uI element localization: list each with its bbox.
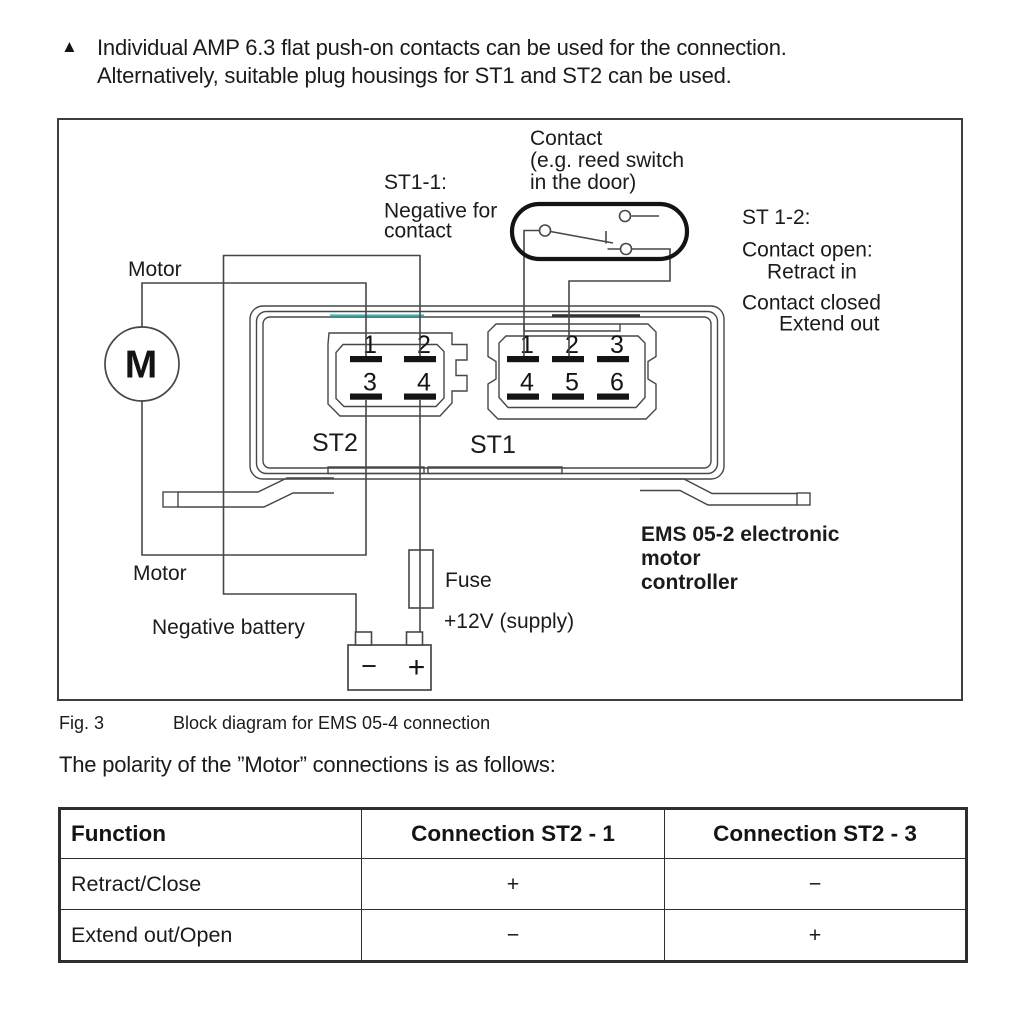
table-header-st2-1: Connection ST2 - 1 bbox=[362, 809, 665, 859]
flange-end-cap-right bbox=[797, 493, 810, 505]
st1-1-label-line1: ST1-1: bbox=[384, 171, 448, 194]
st1-2-label-line3: Retract in bbox=[767, 260, 857, 284]
intro-line-2: Alternatively, suitable plug housings for ST1 and ST2 can be used. bbox=[97, 62, 732, 88]
switch-pivot-terminal bbox=[540, 225, 551, 236]
st1-pin4-number: 4 bbox=[520, 368, 534, 397]
wire-motor-to-st2-1 bbox=[142, 283, 366, 356]
table-row-extend bbox=[60, 910, 967, 962]
st1-2-label-line2: Contact open: bbox=[742, 238, 873, 262]
st1-pin5-number: 5 bbox=[565, 368, 579, 397]
switch-open-terminal bbox=[620, 211, 631, 222]
reed-switch-contact bbox=[512, 204, 687, 259]
battery-minus-sign: − bbox=[361, 651, 377, 681]
controller-name-line2: motor bbox=[641, 547, 701, 570]
motor-label-bottom: Motor bbox=[133, 562, 187, 585]
flange-end-cap-left bbox=[163, 492, 178, 507]
st1-connector-label: ST1 bbox=[470, 431, 516, 459]
st1-2-label-line4: Contact closed bbox=[742, 291, 881, 315]
negative-battery-label: Negative battery bbox=[152, 616, 305, 639]
block-diagram bbox=[57, 118, 963, 701]
st1-socket-top-recess bbox=[524, 324, 620, 331]
cell-function-retract: Retract/Close bbox=[60, 859, 362, 910]
cell-extend-st2-3: + bbox=[665, 910, 967, 962]
st2-pin4-number: 4 bbox=[417, 368, 431, 397]
st1-2-label-line5: Extend out bbox=[779, 312, 880, 336]
battery-symbol bbox=[348, 632, 431, 690]
bullet-triangle-icon: ▲ bbox=[61, 37, 78, 56]
contact-label-line1: Contact bbox=[530, 127, 603, 150]
polarity-intro: The polarity of the ”Motor” connections is as follows: bbox=[59, 752, 556, 777]
st2-connector-label: ST2 bbox=[312, 429, 358, 457]
motor-symbol bbox=[105, 327, 179, 401]
st1-connector bbox=[470, 324, 656, 459]
fuse-label: Fuse bbox=[445, 569, 492, 592]
st1-1-label-line2: Negative for bbox=[384, 199, 498, 223]
controller-name-line1: EMS 05-2 electronic bbox=[641, 523, 840, 546]
motor-label-top: Motor bbox=[128, 258, 182, 281]
st2-socket-outline-outer bbox=[328, 333, 467, 416]
mounting-flange-left bbox=[163, 478, 334, 507]
mounting-flange-right bbox=[640, 479, 810, 505]
flange-arm-right bbox=[640, 479, 797, 505]
diagram-labels bbox=[128, 127, 881, 639]
table-row-retract bbox=[60, 859, 967, 910]
motor-letter: M bbox=[124, 343, 158, 387]
st1-2-label-line1: ST 1-2: bbox=[742, 206, 811, 229]
table-header-st2-3: Connection ST2 - 3 bbox=[665, 809, 967, 859]
st1-1-label-line3: contact bbox=[384, 219, 452, 243]
figure-diagram-box bbox=[57, 118, 963, 701]
wires bbox=[142, 231, 670, 633]
battery-terminal-positive bbox=[407, 632, 423, 645]
switch-closed-terminal bbox=[621, 244, 632, 255]
battery-terminal-negative bbox=[356, 632, 372, 645]
controller-name-line3: controller bbox=[641, 571, 738, 594]
intro-line-1: Individual AMP 6.3 flat push-on contacts can be used for the connection. bbox=[97, 35, 787, 60]
contact-label-line2: (e.g. reed switch bbox=[530, 149, 685, 172]
st1-pin2-number: 2 bbox=[565, 331, 579, 359]
intro-paragraph bbox=[97, 34, 787, 89]
switch-blade bbox=[551, 232, 614, 244]
cell-retract-st2-1: + bbox=[362, 859, 665, 910]
st1-pin6-number: 6 bbox=[610, 368, 624, 397]
figure-number: Fig. 3 bbox=[59, 713, 105, 733]
battery-plus-sign: + bbox=[407, 651, 426, 684]
st2-connector bbox=[312, 331, 467, 457]
cell-function-extend: Extend out/Open bbox=[60, 910, 362, 962]
contact-capsule bbox=[512, 204, 687, 259]
cell-retract-st2-3: − bbox=[665, 859, 967, 910]
cell-extend-st2-1: − bbox=[362, 910, 665, 962]
fuse-symbol bbox=[409, 550, 433, 608]
figure-caption-text: Block diagram for EMS 05-4 connection bbox=[173, 713, 491, 733]
polarity-table bbox=[58, 807, 968, 963]
contact-label-line3: in the door) bbox=[530, 171, 637, 194]
figure-caption bbox=[59, 713, 490, 734]
st2-pin2-number: 2 bbox=[417, 331, 431, 359]
flange-arm-left bbox=[178, 478, 334, 507]
table-header-row bbox=[60, 809, 967, 859]
st1-pin1-number: 1 bbox=[520, 331, 534, 359]
table-header-function: Function bbox=[60, 809, 362, 859]
st2-pin3-number: 3 bbox=[363, 368, 377, 397]
st2-pin1-number: 1 bbox=[363, 331, 377, 359]
st1-pin3-number: 3 bbox=[610, 331, 624, 359]
supply-label: +12V (supply) bbox=[444, 610, 575, 633]
